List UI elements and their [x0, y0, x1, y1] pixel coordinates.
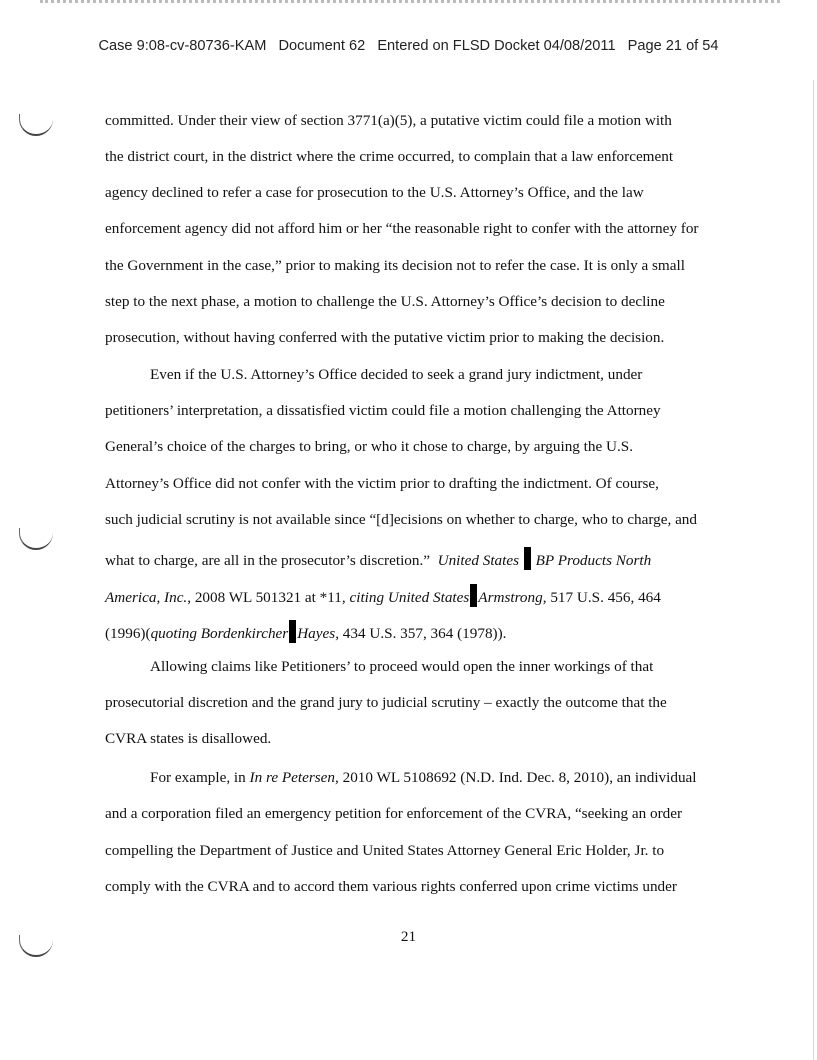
- case-citation: In re Petersen: [249, 769, 336, 786]
- text-line: prosecutorial discretion and the grand jury to judicial scrutiny – exactly the outcome that the: [105, 694, 667, 711]
- text-line: prosecution, without having conferred with the putative victim prior to making the decision.: [105, 329, 665, 346]
- page-count: Page 21 of 54: [627, 38, 719, 54]
- text-line: compelling the Department of Justice and United States Attorney General Eric Holder, Jr. to: [105, 842, 665, 859]
- case-citation: Armstrong: [478, 589, 543, 606]
- punch-hole-mark: [19, 528, 53, 550]
- docket-header: [0, 38, 817, 54]
- punch-hole-mark: [19, 114, 53, 136]
- case-citation: BP Products North: [535, 552, 652, 569]
- text-line: Attorney’s Office did not confer with the victim prior to drafting the indictment. Of course,: [105, 475, 659, 492]
- case-citation: quoting Bordenkircher: [150, 625, 289, 642]
- case-citation: citing United States: [349, 589, 470, 606]
- text-line: step to the next phase, a motion to challenge the U.S. Attorney’s Office’s decision to decline: [105, 293, 665, 310]
- case-number: Case 9:08-cv-80736-KAM: [98, 38, 267, 54]
- redaction-bar: [289, 620, 296, 643]
- text-line: what to charge, are all in the prosecutor’s discretion.” United States BP Products North: [105, 547, 651, 570]
- case-citation: United States: [437, 552, 520, 569]
- text-line: the Government in the case,” prior to making its decision not to refer the case. It is only a small: [105, 257, 685, 274]
- docket-entry: Entered on FLSD Docket 04/08/2011: [377, 38, 616, 54]
- paragraph-start: Even if the U.S. Attorney’s Office decided to seek a grand jury indictment, under: [150, 366, 643, 383]
- paragraph-start: For example, in In re Petersen, 2010 WL 5108692 (N.D. Ind. Dec. 8, 2010), an individual: [150, 769, 697, 786]
- redaction-bar: [470, 584, 477, 607]
- text-line: (1996)(quoting Bordenkircher Hayes, 434 U.S. 357, 364 (1978)).: [105, 620, 506, 643]
- paragraph-start: Allowing claims like Petitioners’ to proceed would open the inner workings of that: [150, 658, 654, 675]
- scan-edge: [813, 80, 814, 1060]
- scan-artifact: [40, 0, 780, 7]
- text-line: agency declined to refer a case for prosecution to the U.S. Attorney’s Office, and the law: [105, 184, 644, 201]
- redaction-bar: [524, 547, 531, 570]
- text-line: petitioners’ interpretation, a dissatisfied victim could file a motion challenging the Attorney: [105, 402, 661, 419]
- text-line: such judicial scrutiny is not available since “[d]ecisions on whether to charge, who to charge, and: [105, 511, 697, 528]
- text-line: comply with the CVRA and to accord them various rights conferred upon crime victims under: [105, 878, 677, 895]
- case-citation: America, Inc.: [105, 589, 188, 606]
- text-line: CVRA states is disallowed.: [105, 730, 272, 747]
- document-number: Document 62: [278, 38, 366, 54]
- text-line: the district court, in the district where the crime occurred, to complain that a law enforcement: [105, 148, 674, 165]
- text-line: committed. Under their view of section 3771(a)(5), a putative victim could file a motion with: [105, 112, 672, 129]
- text-line: enforcement agency did not afford him or her “the reasonable right to confer with the attorney for: [105, 220, 699, 237]
- text-line: America, Inc., 2008 WL 501321 at *11, citing United States Armstrong, 517 U.S. 456, 464: [105, 584, 661, 607]
- case-citation: Hayes: [297, 625, 336, 642]
- text-line: General’s choice of the charges to bring, or who it chose to charge, by arguing the U.S.: [105, 438, 634, 455]
- page-number: 21: [400, 928, 417, 945]
- text-line: and a corporation filed an emergency petition for enforcement of the CVRA, “seeking an order: [105, 805, 683, 822]
